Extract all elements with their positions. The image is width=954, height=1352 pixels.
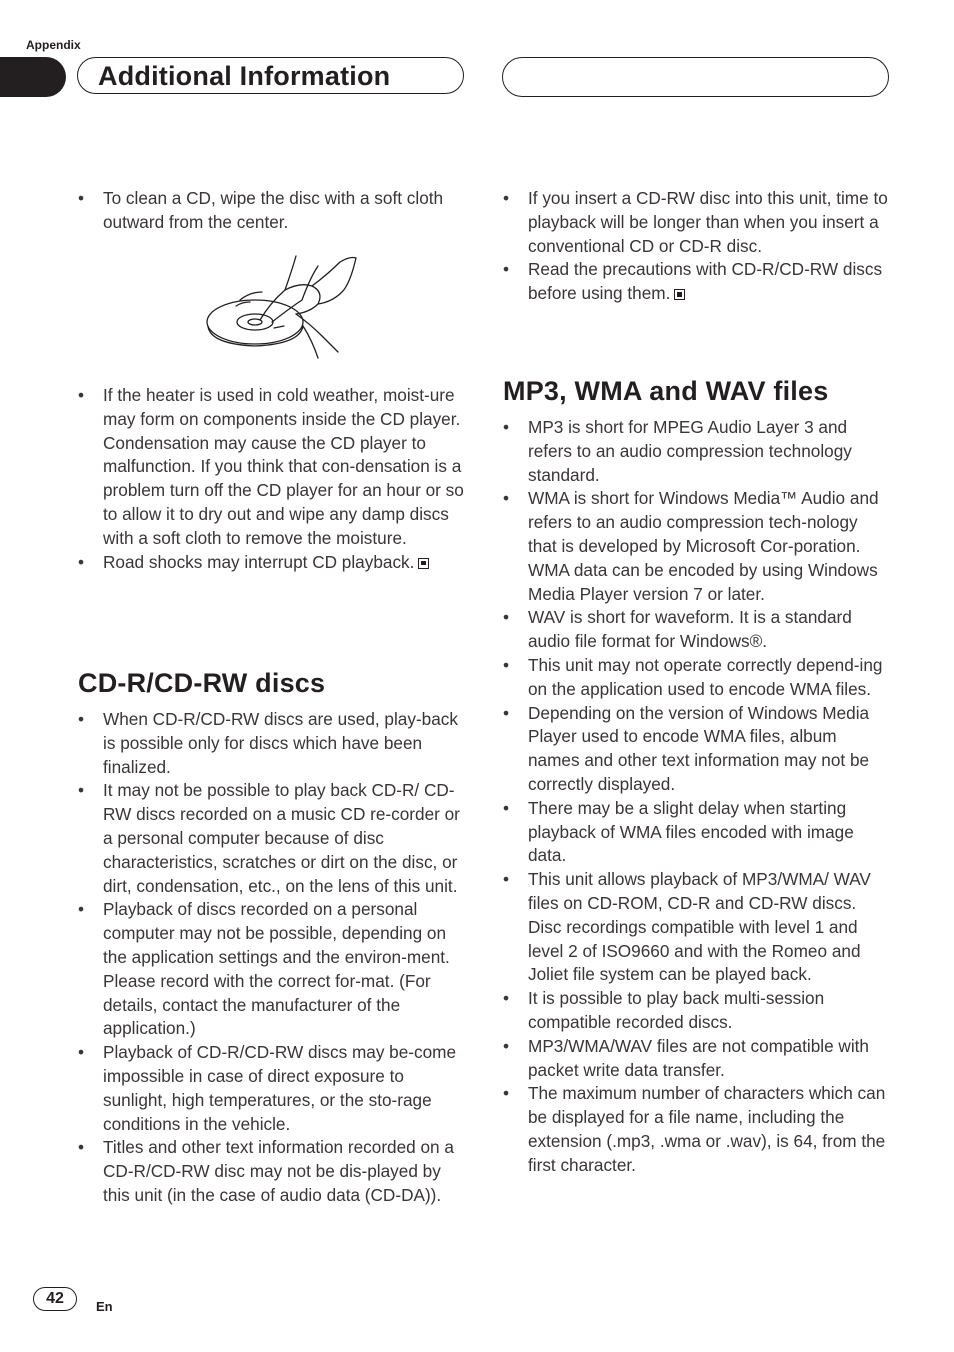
list-item — [503, 654, 891, 702]
list-item-text: This unit may not operate correctly depend-ing on the application used to encode WMA files. — [528, 654, 883, 699]
list-item-text: When CD-R/CD-RW discs are used, play-back is possible only for discs which have been finalized. — [103, 709, 458, 777]
list-item-text: Road shocks may interrupt CD playback. — [103, 551, 415, 572]
list-item-text: It may not be possible to play back CD-R/ CD-RW discs recorded on a music CD re-corder or a personal computer because of disc characteristics, scratches or dirt on the disc, or dirt, condensation, etc., on the lens of this unit. — [103, 780, 460, 896]
list-item-text: Playback of CD-R/CD-RW discs may be-come impossible in case of direct exposure to sunlight, high temperatures, or the sto-rage conditions in the vehicle. — [103, 1042, 457, 1134]
list-item — [78, 708, 466, 779]
list-item — [78, 1041, 466, 1136]
left-cd-care — [78, 384, 466, 574]
mp3-heading: MP3, WMA and WAV files — [503, 376, 829, 406]
end-mark-icon — [674, 289, 685, 300]
mp3-list — [503, 416, 891, 1178]
list-item — [78, 1136, 466, 1207]
list-item — [78, 551, 466, 575]
list-item-text: WAV is short for waveform. It is a standard audio file format for Windows®. — [528, 607, 852, 652]
list-item-text: If you insert a CD-RW disc into this unit, time to playback will be longer than when you insert a conventional CD or CD-R disc. — [528, 188, 888, 256]
list-item — [503, 187, 891, 258]
list-item-text: WMA is short for Windows Media™ Audio and refers to an audio compression tech-nology that is developed by Microsoft Cor-poration. WMA data can be encoded by using Windows Media Player version 7 or later. — [528, 488, 879, 604]
left-intro — [78, 187, 466, 235]
list-item-text: The maximum number of characters which can be displayed for a file name, including the extension (.mp3, .wma or .wav), is 64, from the first character. — [528, 1083, 886, 1175]
cd-cleaning-illustration — [200, 248, 365, 373]
list-item-text: MP3 is short for MPEG Audio Layer 3 and refers to an audio compression technology standard. — [528, 417, 852, 485]
list-item-text: MP3/WMA/WAV files are not compatible with packet write data transfer. — [528, 1035, 869, 1080]
list-item — [503, 797, 891, 868]
list-item — [78, 898, 466, 1041]
list-item — [503, 702, 891, 797]
list-item — [503, 1082, 891, 1177]
list-item-text: If the heater is used in cold weather, moist-ure may form on components inside the CD player. Condensation may cause the CD player to malfunction. If you think that con-densation is a problem turn off the CD player for an hour or so to allow it to dry out and wipe any damp discs with a soft cloth to remove the moisture. — [103, 385, 464, 548]
list-item-text: It is possible to play back multi-session compatible recorded discs. — [528, 988, 825, 1032]
list-item — [503, 868, 891, 987]
right-intro — [503, 187, 891, 306]
list-item — [503, 487, 891, 606]
list-item-text: This unit allows playback of MP3/WMA/ WAV files on CD-ROM, CD-R and CD-RW discs. Disc recordings compatible with level 1 and level 2 of ISO9660 and with the Romeo and Joliet file system can be played back. — [528, 869, 871, 985]
list-item — [503, 416, 891, 487]
list-item — [503, 987, 891, 1035]
list-item — [78, 187, 466, 235]
cdr-list — [78, 708, 466, 1208]
end-mark-icon — [418, 558, 429, 569]
section-label: Appendix — [26, 38, 81, 52]
list-item-text: To clean a CD, wipe the disc with a soft cloth outward from the center. — [103, 188, 444, 232]
cdr-heading: CD-R/CD-RW discs — [78, 668, 326, 698]
header-title-box — [77, 57, 464, 94]
list-item — [503, 258, 891, 306]
page-title: Additional Information — [98, 61, 391, 91]
header-empty-box — [502, 57, 889, 97]
cd-disc-outer — [207, 300, 303, 344]
list-item-text: Titles and other text information recorded on a CD-R/CD-RW disc may not be dis-played by this unit (in the case of audio data (CD-DA)). — [103, 1137, 454, 1205]
list-item — [78, 779, 466, 898]
list-item-text: Playback of discs recorded on a personal computer may not be possible, depending on the application settings and the environ-ment. Please record with the correct for-mat. (For details, contact the manufacturer of the application.) — [103, 899, 450, 1039]
page-number: 42 — [33, 1287, 77, 1311]
language-code: En — [96, 1299, 113, 1314]
list-item-text: Depending on the version of Windows Media Player used to encode WMA files, album names and other text information may not be correctly displayed. — [528, 702, 870, 794]
list-item-text: There may be a slight delay when starting playback of WMA files encoded with image data. — [528, 797, 854, 866]
list-item — [503, 1035, 891, 1083]
section-tab — [0, 57, 66, 97]
list-item — [503, 606, 891, 654]
list-item — [78, 384, 466, 551]
list-item-text: Read the precautions with CD-R/CD-RW discs before using them. — [528, 259, 883, 304]
